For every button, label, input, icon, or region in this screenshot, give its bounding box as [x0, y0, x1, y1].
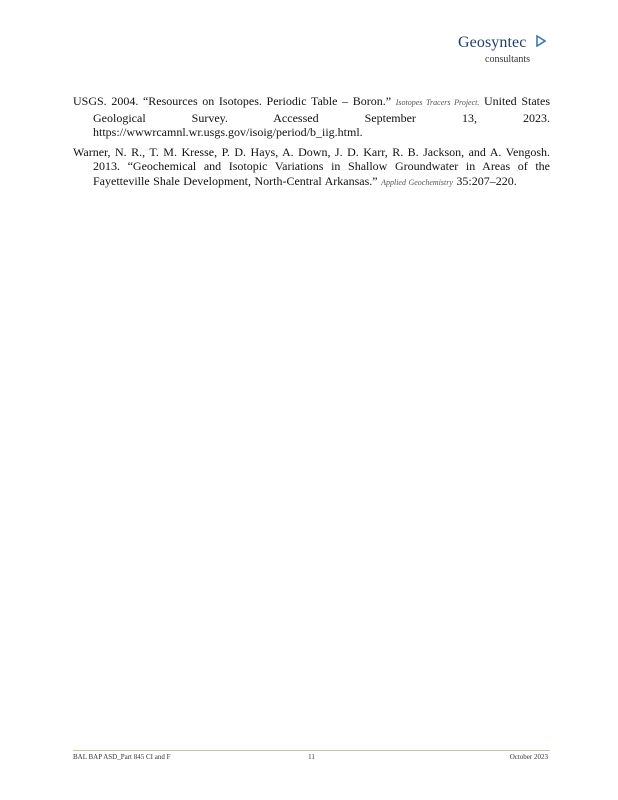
- reference-text: USGS. 2004. “Resources on Isotopes. Periodic Table – Boron.”: [73, 94, 396, 108]
- reference-journal: Applied Geochemistry: [381, 177, 453, 187]
- reference-entry-usgs: [73, 94, 550, 140]
- reference-text-tail: 35:207–220.: [452, 173, 517, 188]
- page-number: 11: [308, 753, 315, 761]
- footer-document-id: BAL BAP ASD_Part 845 CI and F: [73, 753, 171, 761]
- footer-divider: [73, 750, 550, 751]
- reference-text: Warner, N. R., T. M. Kresse, P. D. Hays, A. Down, J. D. Karr, R. B. Jackson, and A. Vengosh. 2013. “Geochemical and Isotopic Variations in Shallow Groundwater in Areas of the Fayetteville Shale Development, North-Central Arkansas.”: [73, 144, 550, 188]
- reference-list: [73, 94, 550, 196]
- logo-name: Geosyntec: [458, 34, 527, 51]
- company-logo: [458, 34, 568, 68]
- reference-publication: Isotopes Tracers Project.: [395, 98, 480, 107]
- reference-entry-warner: [73, 145, 550, 191]
- reference-text-tail: United States Geological Survey. Accessed September 13, 2023. https://wwwrcamnl.wr.usgs.gov/isoig/period/b_iig.html.: [93, 94, 550, 140]
- footer-date: October 2023: [509, 753, 548, 761]
- play-triangle-icon: [536, 35, 546, 47]
- logo-subtitle: consultants: [485, 54, 530, 65]
- page-footer: [73, 753, 550, 765]
